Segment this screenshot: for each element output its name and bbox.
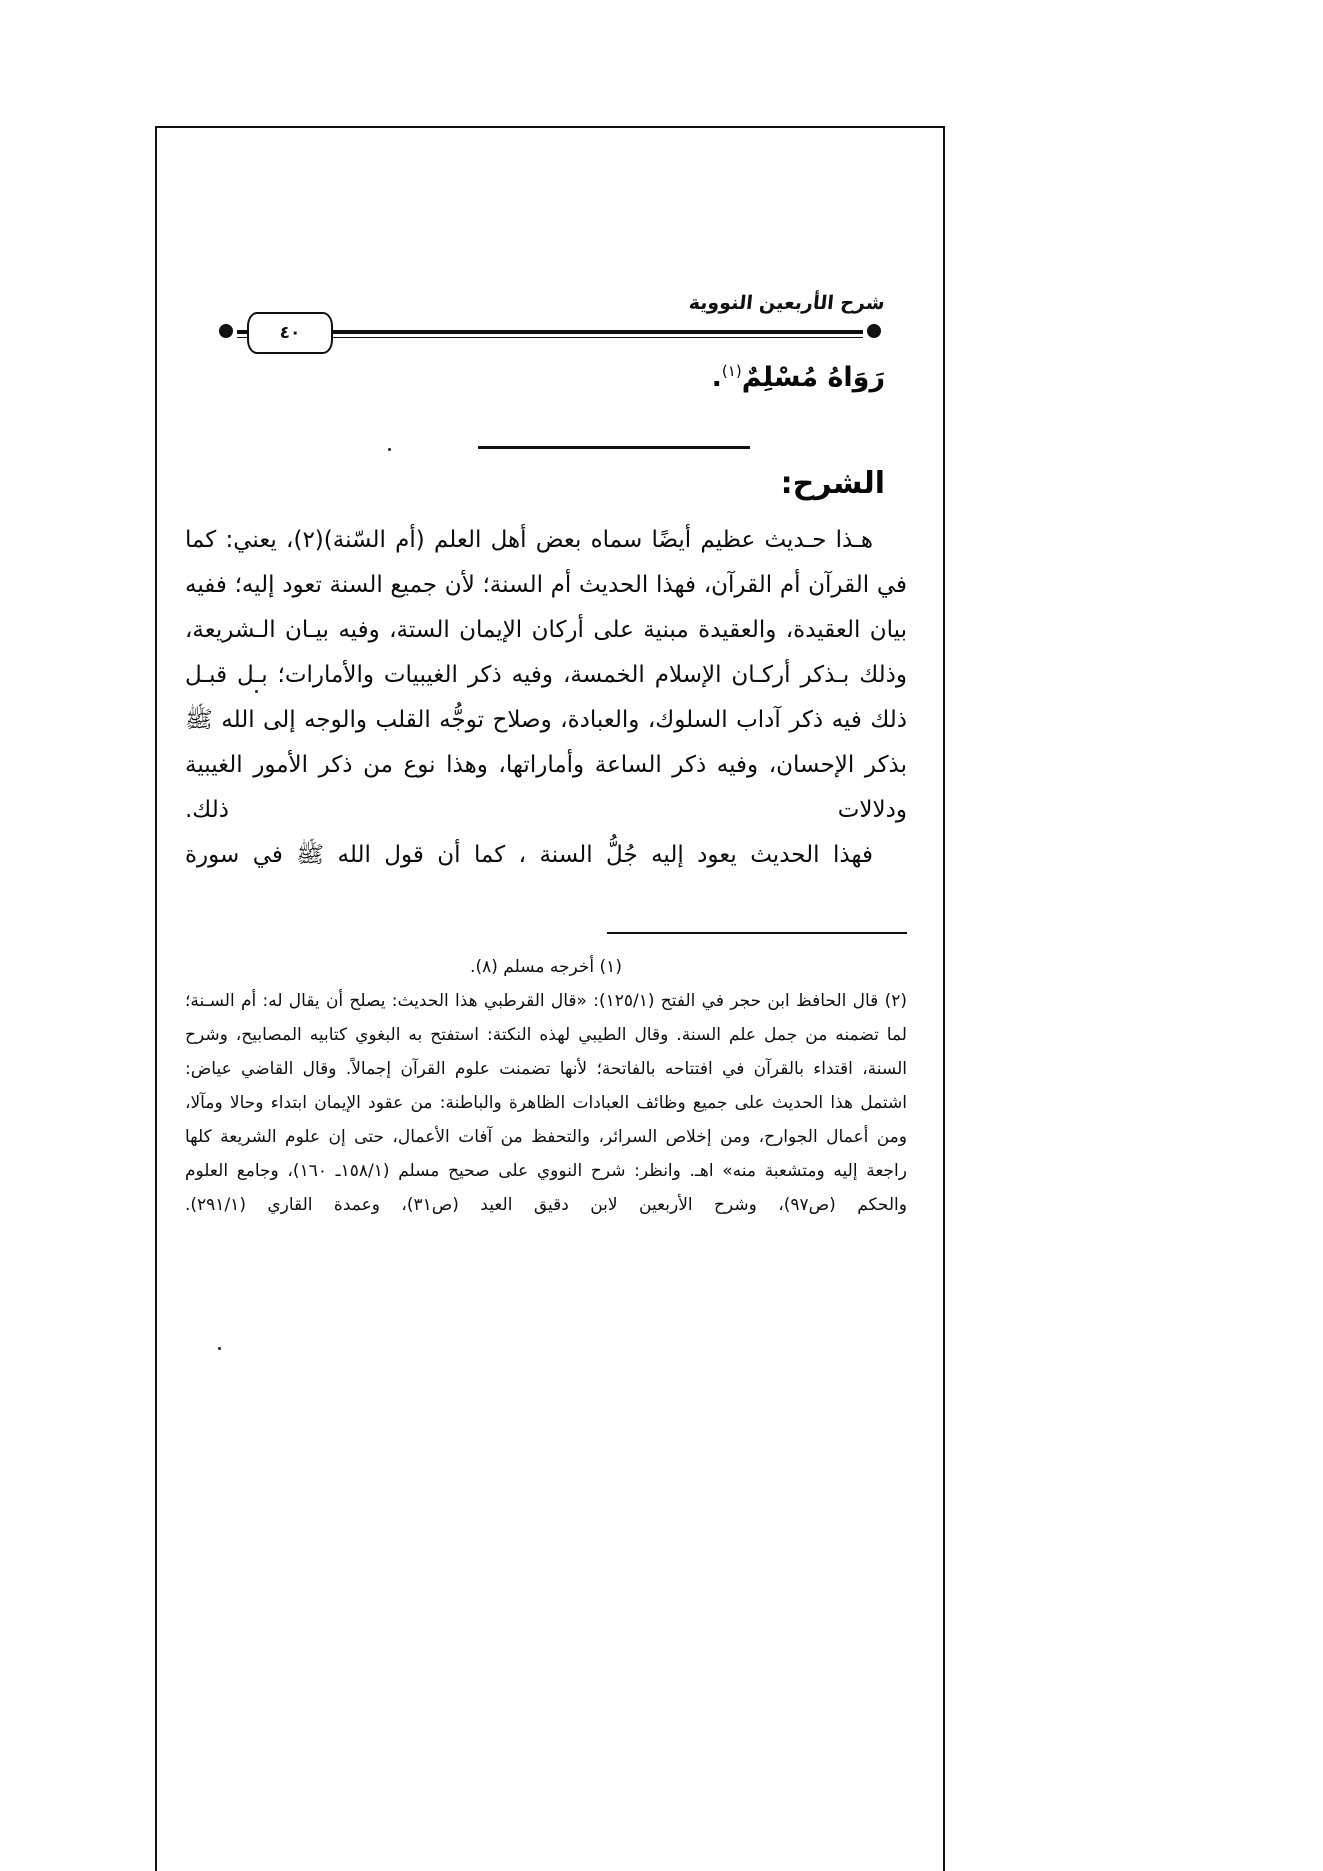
body-text [185, 518, 907, 878]
footnote-separator [607, 932, 907, 934]
paragraph-1: هـذا حـديث عظيم أيضًا سماه بعض أهل العلم (أم السّنة)(٢)، يعني: كما في القرآن أم القرآن، فهذا الحديث أم السنة؛ لأن جميع السنة تعود إليه؛ ففيه بيان العقيدة، والعقيدة مبنية على أركان الإيمان الستة، وفيه بيـان الـشريعة، وذلك بـذكر أركـان الإسلام الخمسة، وفيه ذكر الغيبيات والأمارات؛ بـل قبـل ذلك فيه ذكر آداب السلوك، والعبادة، وصلاح توجُّه القلب والوجه إلى الله ﷺ بذكر الإحسان، وفيه ذكر الساعة وأماراتها، وهذا نوع من ذكر الأمور الغيبية ودلالات ذلك. [185, 527, 907, 823]
footnote-2: (٢) قال الحافظ ابن حجر في الفتح (١٢٥/١): «قال القرطبي هذا الحديث: يصلح أن يقال له: أم السـنة؛ لما تضمنه من جمل علم السنة. وقال الطيبي لهذه النكتة: استفتح به البغوي كتابيه المصابيح، وشرح السنة، اقتداء بالقرآن في افتتاحه بالفاتحة؛ لأنها تضمنت علوم القرآن إجمالاً. وقال القاضي عياض: اشتمل هذا الحديث على جميع وظائف العبادات الظاهرة والباطنة: من عقود الإيمان ابتداء وحالا ومآلا، ومن أعمال الجوارح، ومن إخلاص السرائر، والتحفظ من آفات الأعمال، حتى إن علوم الشريعة كلها راجعة إليه ومتشعبة منه» اهـ. وانظر: شرح النووي على صحيح مسلم (١٥٨/١ـ ١٦٠)، وجامع العلوم والحكم (ص٩٧)، وشرح الأربعين لابن دقيق العيد (ص٣١)، وعمدة القاري (٢٩١/١). [185, 991, 907, 1215]
footnotes-block [185, 950, 907, 1222]
section-heading: الشرح: [780, 466, 885, 501]
footnote-1: (١) أخرجه مسلم (٨). [470, 957, 622, 977]
running-header-band [215, 290, 885, 350]
scan-speck [388, 448, 391, 451]
scan-speck [255, 690, 258, 693]
page-body [175, 150, 925, 1850]
narration-period: . [711, 362, 722, 393]
section-divider [478, 446, 750, 449]
paragraph-2: فهذا الحديث يعود إليه جُلُّ السنة ، كما أن قول الله ﷺ في سورة [185, 842, 873, 868]
ornament-dot-right-icon [867, 324, 881, 338]
narration-line [712, 362, 885, 393]
scan-speck [218, 1347, 221, 1350]
running-header-title: شرح الأربعين النووية [688, 292, 887, 314]
ornament-dot-left-icon [219, 324, 233, 338]
page-number: ٤٠ [279, 323, 301, 343]
narration-footnote-marker: (١) [721, 362, 742, 380]
page-number-badge [247, 312, 333, 354]
narration-text: رَوَاهُ مُسْلِمٌ [741, 362, 885, 393]
